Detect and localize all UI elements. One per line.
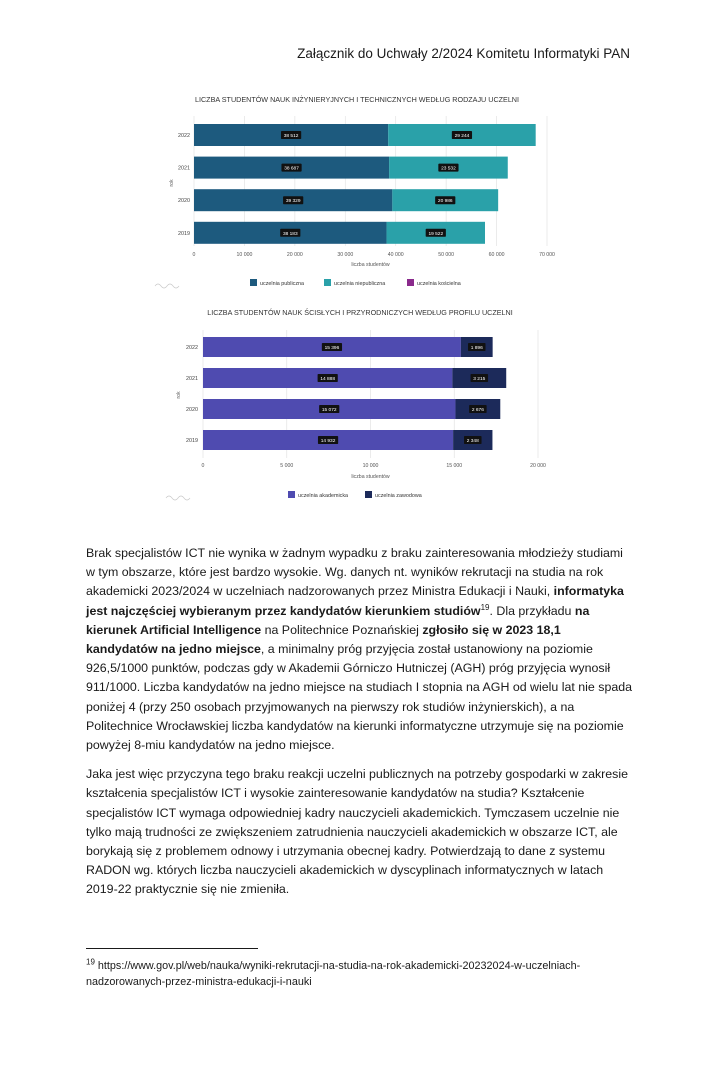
legend-label: uczelnia zawodowa xyxy=(375,493,422,499)
data-label: 2 348 xyxy=(466,439,479,444)
data-label: 14 932 xyxy=(320,439,336,444)
legend-swatch xyxy=(407,279,414,286)
y-tick-label: 2021 xyxy=(178,165,190,172)
legend-swatch xyxy=(365,491,372,498)
legend-swatch xyxy=(250,279,257,286)
y-tick-label: 2022 xyxy=(178,133,190,139)
footnote-url[interactable]: https://www.gov.pl/web/nauka/wyniki-rekrutacji-na-studia-na-rok-akademicki-20232024-w-uczelniach-nadzorowanych-przez-ministra-edukacji-i-nauki xyxy=(86,960,581,988)
y-tick-label: 2019 xyxy=(186,438,198,444)
data-label: 38 512 xyxy=(283,134,299,139)
x-tick-label: 10 000 xyxy=(362,463,379,469)
footnote-separator xyxy=(86,948,258,949)
x-tick-label: 15 000 xyxy=(446,463,463,469)
chart-title: LICZBA STUDENTÓW NAUK ŚCISŁYCH I PRZYRODNICZYCH WEDŁUG PROFILU UCZELNI xyxy=(207,308,513,317)
data-label: 20 986 xyxy=(437,199,453,205)
y-tick-label: 2022 xyxy=(186,345,198,351)
x-tick-label: 5 000 xyxy=(280,463,294,469)
p1-bold-3: zgłosiło się w 2023 18,1 kandydatów na jedno miejsce xyxy=(86,622,561,657)
legend-label: uczelnia akademicka xyxy=(298,493,349,499)
y-tick-label: 2020 xyxy=(186,407,198,413)
x-tick-label: 30 000 xyxy=(337,252,354,258)
legend-swatch xyxy=(324,279,331,286)
y-axis-label: rok xyxy=(169,179,175,187)
legend-label: uczelnia niepubliczna xyxy=(334,281,386,287)
data-label: 15 396 xyxy=(324,346,340,351)
x-tick-label: 20 000 xyxy=(286,252,303,258)
paragraph-2: Jaka jest więc przyczyna tego braku reakcji uczelni publicznych na potrzeby gospodarki w zakresie kształcenia specjalistów ICT i wysokie zainteresowanie kandydatów na studia? Kształcenie specjalistów ICT wymaga odpowiedniej kadry nauczycieli akademickich. Tymczasem uczelnie nie tylko mają trudności ze zwiększeniem zatrudnienia nauczycieli akademickich w obszarze ICT, ale borykają się z problemem odnowy i utrzymania obecnej kadry. Potwierdzają to dane z systemu RADON wg. których liczba nauczycieli akademickich w dyscyplinach informatycznych w latach 2019-22 praktycznie się nie zmieniła. xyxy=(86,767,629,897)
footnote-ref[interactable]: 19 xyxy=(480,602,490,612)
y-tick-label: 2021 xyxy=(186,376,198,382)
decorative-wave xyxy=(166,496,190,500)
x-tick-label: 70 000 xyxy=(539,252,555,258)
data-label: 1 896 xyxy=(470,346,483,351)
decorative-wave xyxy=(155,284,179,288)
p1-text-3: na Politechnice Poznańskiej xyxy=(261,622,423,637)
x-tick-label: 60 000 xyxy=(488,252,505,258)
x-tick-label: 50 000 xyxy=(438,252,455,258)
chart-engineering-svg xyxy=(0,88,716,298)
data-label: 2 676 xyxy=(471,408,484,413)
p1-bold-2: na kierunek Artificial Intelligence xyxy=(86,603,590,637)
x-tick-label: 0 xyxy=(201,463,205,469)
data-label: 39 329 xyxy=(285,199,301,205)
p1-bold-1: informatyka jest najczęściej wybieranym przez kandydatów kierunkiem studiów xyxy=(86,584,624,618)
footnote xyxy=(86,958,646,990)
p1-text-2: . Dla przykładu xyxy=(489,603,575,618)
y-axis-label: rok xyxy=(176,391,182,399)
data-label: 29 244 xyxy=(454,134,470,139)
p1-text-4: , a minimalny próg przyjęcia został ustanowiony na poziomie 926,5/1000 punktów, podczas gdy w Akademii Górniczo Hutniczej (AGH) próg przyjęcia wynosił 911/1000. Liczba kandydatów na jedno miejsce na studiach I stopnia na AGH od wielu lat nie spada poniżej 4 (przy 250 osobach przyjmowanych na pierwszy rok studiów inżynierskich), a na Politechnice Wrocławskiej liczba kandydatów na kierunki informatyczne utrzymuje się na poziomie powyżej 8-miu kandydatów na jedno miejsce. xyxy=(86,642,633,753)
data-label: 38 687 xyxy=(284,166,299,172)
data-label: 15 072 xyxy=(321,408,337,413)
p1-text-1: Brak specjalistów ICT nie wynika w żadnym wypadku z braku zainteresowania młodzieży studiami w tym obszarze, które jest bardzo wysokie. Wg. danych nt. wyników rekrutacji na studia na rok akademicki 2023/2024 w uczelniach nadzorowanych przez Ministra Edukacji i Nauki, xyxy=(86,546,623,599)
legend-label: uczelnia kościelna xyxy=(417,281,461,287)
y-tick-label: 2020 xyxy=(178,198,190,205)
x-axis-label: liczba studentów xyxy=(351,262,390,268)
chart-engineering-students xyxy=(0,88,716,298)
x-tick-label: 40 000 xyxy=(387,252,404,258)
chart-science-students xyxy=(0,300,716,510)
data-label: 14 888 xyxy=(320,377,336,382)
chart-science-svg xyxy=(0,300,716,510)
x-tick-label: 0 xyxy=(192,252,196,258)
data-label: 23 532 xyxy=(441,166,456,172)
chart-title: LICZBA STUDENTÓW NAUK INŻYNIERYJNYCH I TECHNICZNYCH WEDŁUG RODZAJU UCZELNI xyxy=(195,95,519,104)
page-header: Załącznik do Uchwały 2/2024 Komitetu Informatyki PAN xyxy=(297,46,630,61)
x-tick-label: 10 000 xyxy=(236,252,253,258)
y-tick-label: 2019 xyxy=(178,230,190,237)
body-text xyxy=(86,544,632,910)
paragraph-1 xyxy=(86,544,632,755)
x-axis-label: liczba studentów xyxy=(351,474,390,480)
data-label: 19 522 xyxy=(428,231,444,237)
data-label: 38 183 xyxy=(282,231,298,237)
x-tick-label: 20 000 xyxy=(530,463,546,469)
data-label: 3 215 xyxy=(473,377,486,382)
legend-swatch xyxy=(288,491,295,498)
legend-label: uczelnia publiczna xyxy=(260,281,305,287)
footnote-number: 19 xyxy=(86,957,95,967)
